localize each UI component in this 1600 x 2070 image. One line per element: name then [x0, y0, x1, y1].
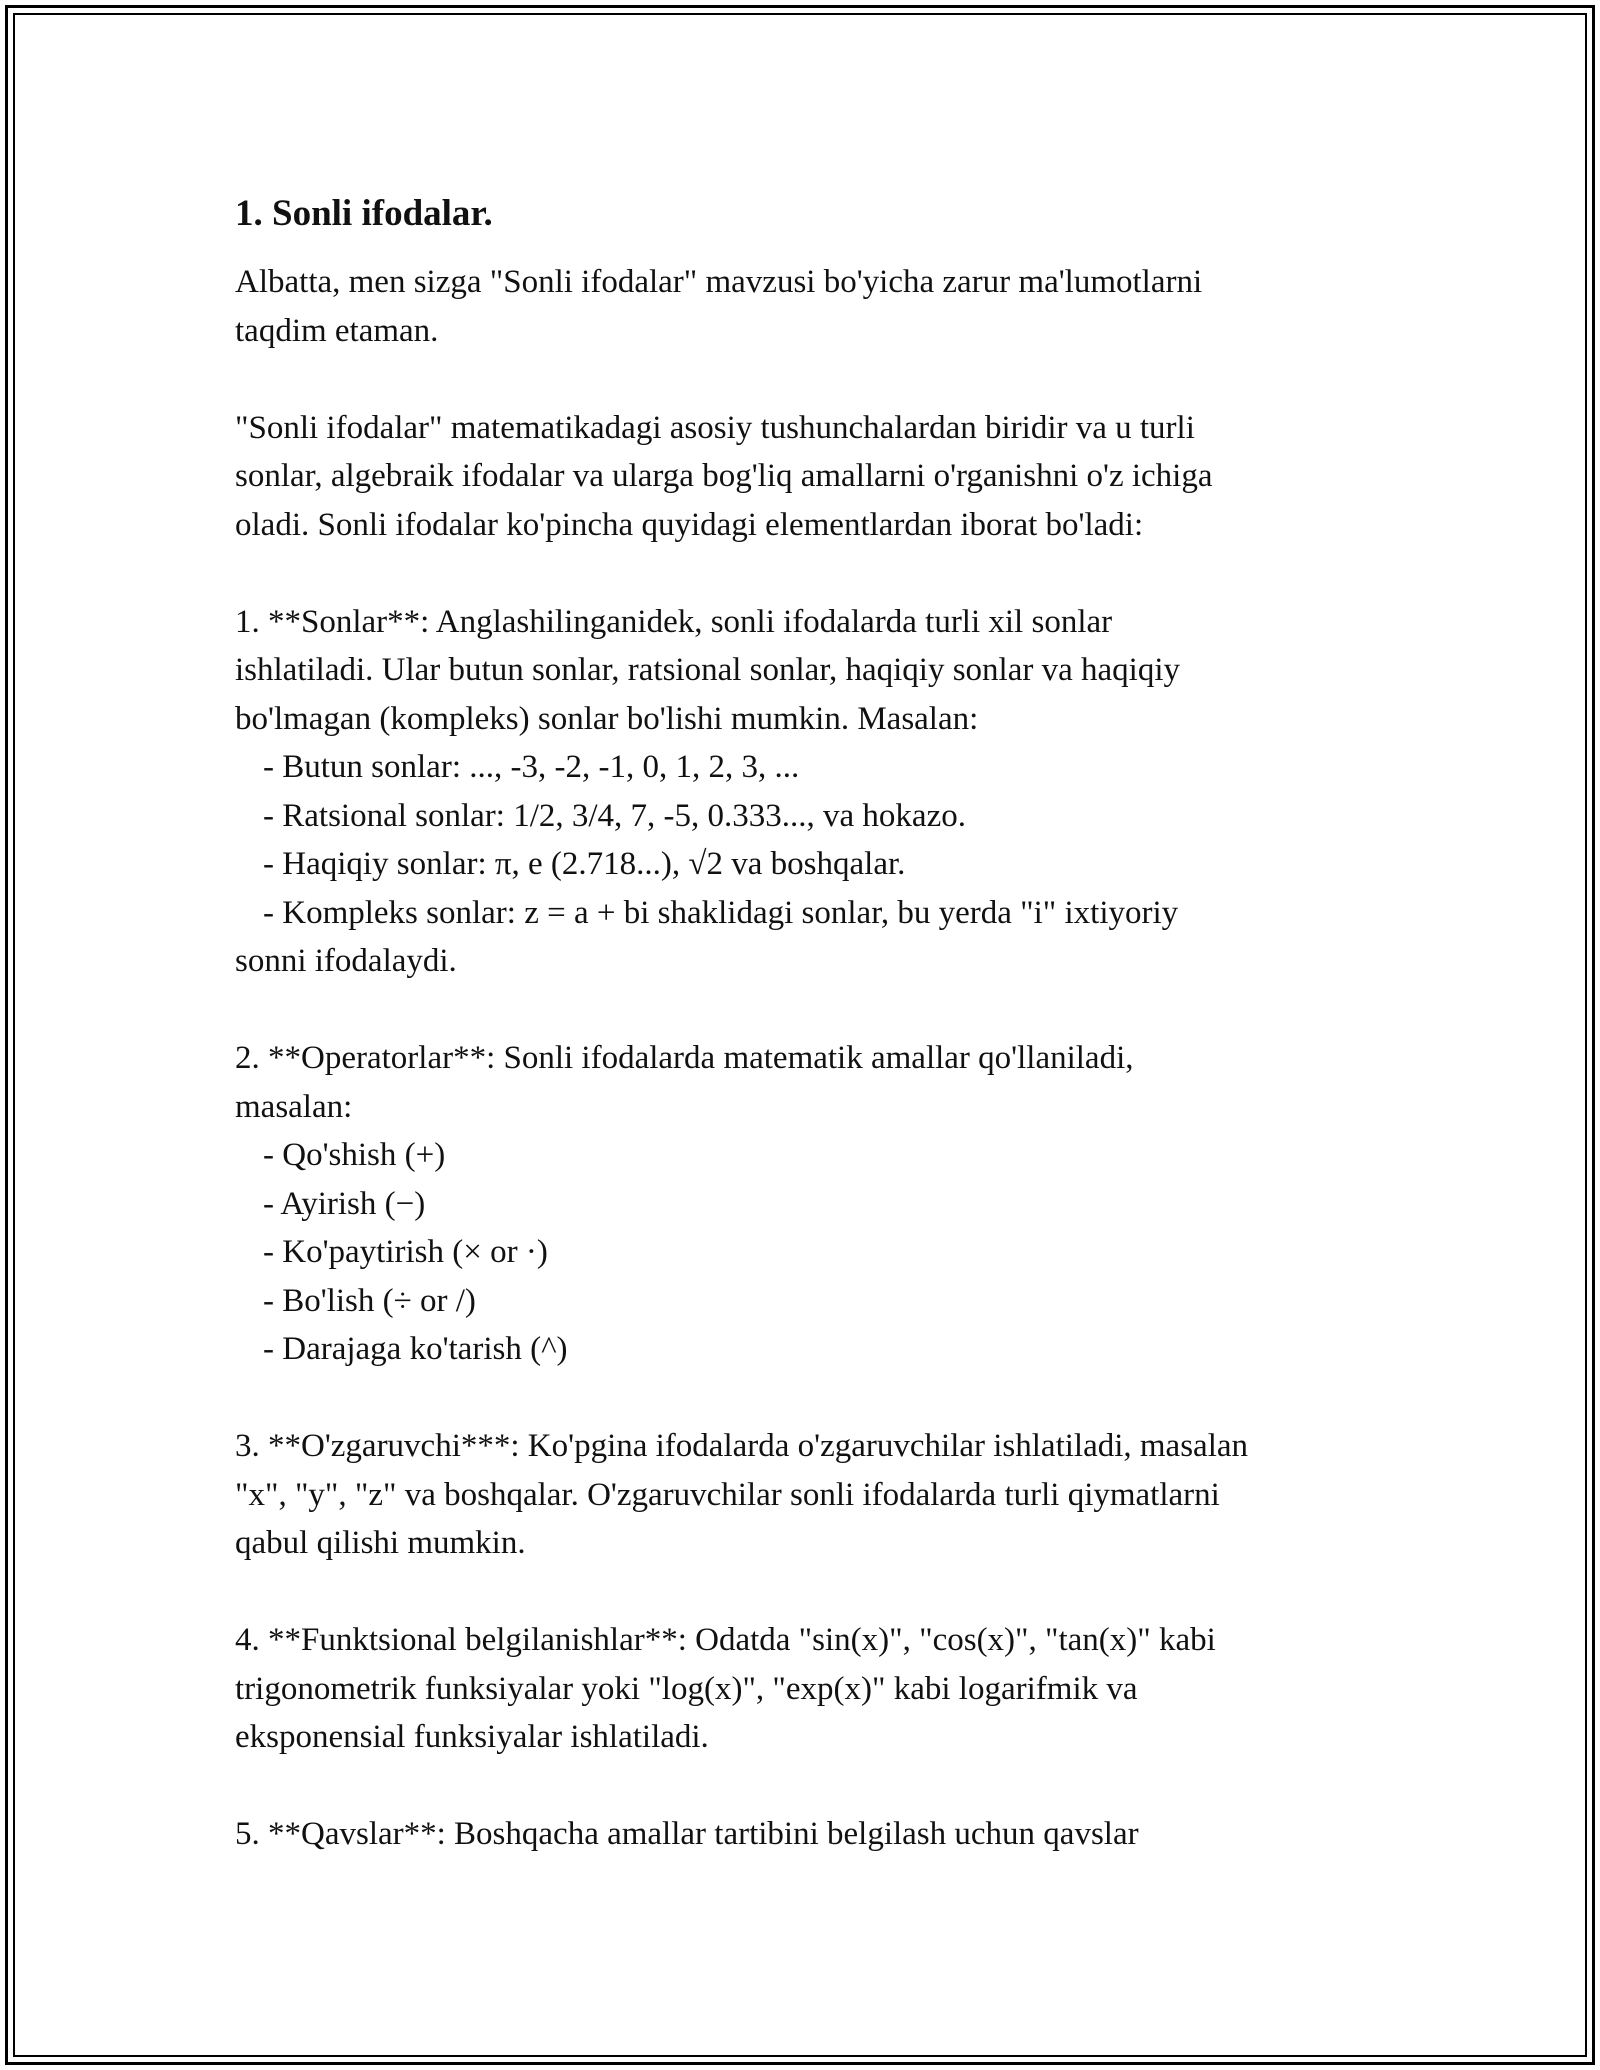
sub-item-exponentiation: - Darajaga ko'tarish (^): [263, 1331, 568, 1367]
text-line: bo'lmagan (kompleks) sonlar bo'lishi mumkin. Masalan:: [235, 700, 979, 737]
list-item-functions: [235, 1616, 1375, 1762]
text-line: 5. **Qavslar**: Boshqacha amallar tartibini belgilash uchun qavslar: [235, 1816, 1139, 1852]
paragraph-gap: [235, 1374, 1375, 1423]
paragraph-gap: [235, 1762, 1375, 1811]
text-line: 2. **Operatorlar**: Sonli ifodalarda matematik amallar qo'llaniladi,: [235, 1040, 1134, 1076]
paragraph-gap: [235, 355, 1375, 404]
sub-item-complex: - Kompleks sonlar: z = a + bi shaklidagi sonlar, bu yerda "i" ixtiyoriy: [263, 894, 1179, 931]
text-line: ishlatiladi. Ular butun sonlar, ratsional sonlar, haqiqiy sonlar va haqiqiy: [235, 652, 1180, 688]
sub-item-subtraction: - Ayirish (−): [263, 1185, 426, 1222]
list-item-numbers: [235, 598, 1375, 986]
text-line: sonni ifodalaydi.: [235, 943, 457, 979]
text-line: "Sonli ifodalar" matematikadagi asosiy tushunchalardan biridir va u turli: [235, 409, 1195, 446]
text-line: taqdim etaman.: [235, 312, 439, 349]
text-line: masalan:: [235, 1088, 353, 1125]
text-line: oladi. Sonli ifodalar ko'pincha quyidagi elementlardan iborat bo'ladi:: [235, 506, 1144, 543]
text-line: qabul qilishi mumkin.: [235, 1525, 526, 1561]
text-line: 1. **Sonlar**: Anglashilinganidek, sonli ifodalarda turli xil sonlar: [235, 603, 1113, 640]
sub-item-rationals: - Ratsional sonlar: 1/2, 3/4, 7, -5, 0.333..., va hokazo.: [263, 797, 966, 834]
document-body: [235, 184, 1375, 1859]
text-line: 3. **O'zgaruvchi***: Ko'pgina ifodalarda o'zgaruvchilar ishlatiladi, masalan: [235, 1428, 1249, 1464]
paragraph-gap: [235, 1568, 1375, 1617]
sub-item-reals: - Haqiqiy sonlar: π, e (2.718...), √2 va boshqalar.: [263, 846, 906, 882]
list-item-variables: [235, 1422, 1375, 1568]
text-line: trigonometrik funksiyalar yoki "log(x)", "exp(x)" kabi logarifmik va: [235, 1670, 1138, 1707]
sub-item-integers: - Butun sonlar: ..., -3, -2, -1, 0, 1, 2, 3, ...: [263, 749, 800, 785]
text-line: eksponensial funksiyalar ishlatiladi.: [235, 1719, 709, 1755]
document-title: 1. Sonli ifodalar.: [235, 193, 493, 234]
sub-item-addition: - Qo'shish (+): [263, 1137, 446, 1173]
paragraph-gap: [235, 986, 1375, 1035]
text-line: Albatta, men sizga "Sonli ifodalar" mavzusi bo'yicha zarur ma'lumotlarni: [235, 264, 1203, 300]
definition-paragraph: [235, 404, 1375, 550]
sub-item-division: - Bo'lish (÷ or /): [263, 1282, 476, 1319]
text-line: 4. **Funktsional belgilanishlar**: Odatda "sin(x)", "cos(x)", "tan(x)" kabi: [235, 1622, 1216, 1658]
text-line: "x", "y", "z" va boshqalar. O'zgaruvchilar sonli ifodalarda turli qiymatlarni: [235, 1476, 1220, 1513]
sub-item-multiplication: - Ko'paytirish (× or ·): [263, 1234, 548, 1270]
text-line: sonlar, algebraik ifodalar va ularga bog'liq amallarni o'rganishni o'z ichiga: [235, 458, 1213, 494]
list-item-brackets: [235, 1810, 1375, 1859]
list-item-operators: [235, 1034, 1375, 1374]
intro-paragraph: [235, 258, 1375, 355]
paragraph-gap: [235, 549, 1375, 598]
